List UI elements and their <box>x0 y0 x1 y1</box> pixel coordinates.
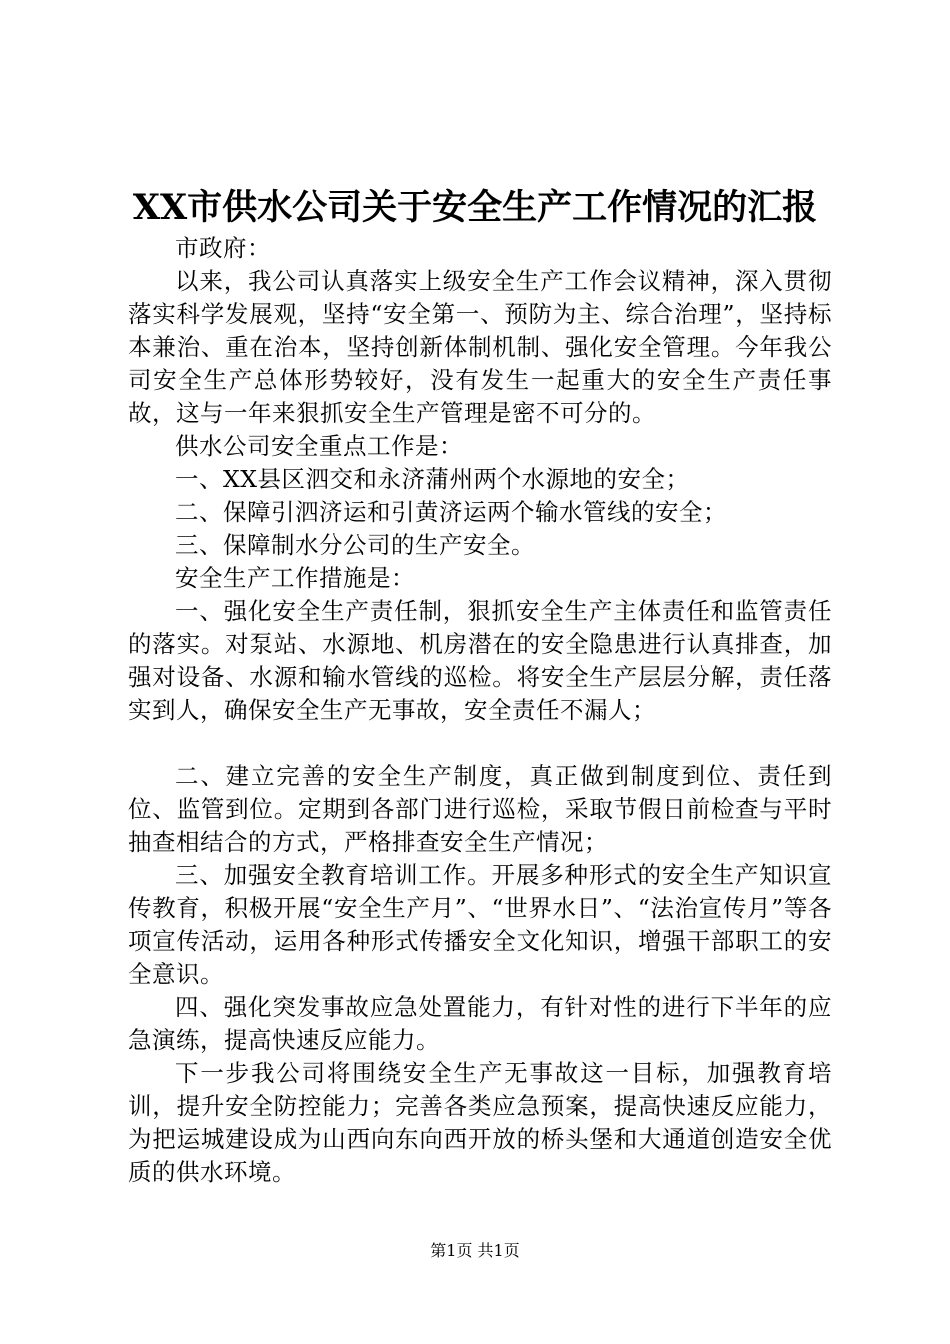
paragraph-key-work-1: 一、XX县区泗交和永济蒲州两个水源地的安全； <box>175 465 690 493</box>
paragraph-measure-1: 一、强化安全生产责任制，狠抓安全生产主体责任和监管责任的落实。对泵站、水源地、机房潜在的安全隐患进行认真排查，加强对设备、水源和输水管线的巡检。将安全生产层层分解，责任落实到人，确保安全生产无事故，安全责任不漏人； <box>128 597 832 724</box>
paragraph-intro: 以来，我公司认真落实上级安全生产工作会议精神，深入贯彻落实科学发展观，坚持“安全第一、预防为主、综合治理”，坚持标本兼治、重在治本，坚持创新体制机制、强化安全管理。今年我公司安全生产总体形势较好，没有发生一起重大的安全生产责任事故，这与一年来狠抓安全生产管理是密不可分的。 <box>128 267 832 427</box>
paragraph-measure-2: 二、建立完善的安全生产制度，真正做到制度到位、责任到位、监管到位。定期到各部门进行巡检，采取节假日前检查与平时抽查相结合的方式，严格排查安全生产情况； <box>128 762 832 856</box>
paragraph-key-work-heading: 供水公司安全重点工作是： <box>175 432 463 460</box>
salutation: 市政府： <box>175 234 271 262</box>
paragraph-measure-4: 四、强化突发事故应急处置能力，有针对性的进行下半年的应急演练，提高快速反应能力。 <box>128 993 832 1054</box>
paragraph-key-work-2: 二、保障引泗济运和引黄济运两个输水管线的安全； <box>175 498 727 526</box>
paragraph-next-steps: 下一步我公司将围绕安全生产无事故这一目标，加强教育培训，提升安全防控能力；完善各类应急预案，提高快速反应能力，为把运城建设成为山西向东向西开放的桥头堡和大通道创造安全优质的供水环境。 <box>128 1059 832 1186</box>
paragraph-measure-3: 三、加强安全教育培训工作。开展多种形式的安全生产知识宣传教育，积极开展“安全生产月”、“世界水日”、“法治宣传月”等各项宣传活动，运用各种形式传播安全文化知识，增强干部职工的安全意识。 <box>128 861 832 988</box>
paragraph-measures-heading: 安全生产工作措施是： <box>175 564 415 592</box>
page-footer: 第1页 共1页 <box>430 1241 520 1260</box>
document-title: XX市供水公司关于安全生产工作情况的汇报 <box>132 187 818 228</box>
document-body <box>128 232 832 1189</box>
paragraph-key-work-3: 三、保障制水分公司的生产安全。 <box>175 531 535 559</box>
